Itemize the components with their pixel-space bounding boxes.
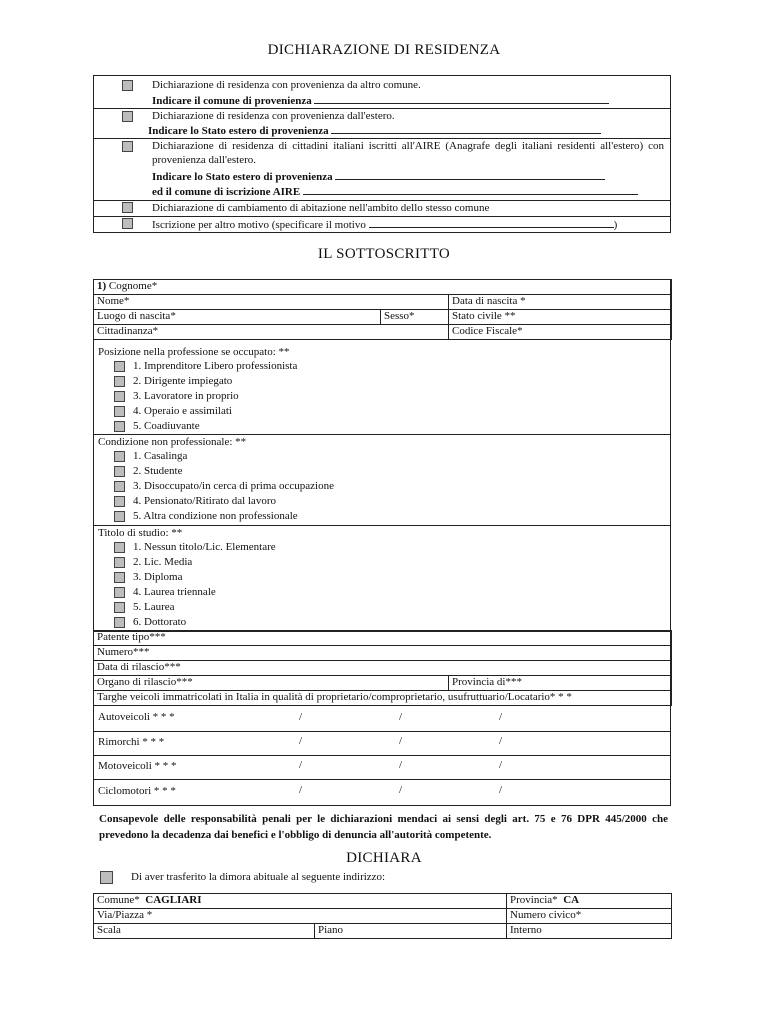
posizione-option[interactable]: [94, 419, 670, 434]
titolo-checkbox[interactable]: [114, 587, 125, 598]
option-label: 4. Laurea triennale: [133, 586, 216, 598]
titolo-section: [94, 525, 670, 632]
veicoli-heading: [94, 691, 672, 706]
type-bold-3a: Indicare lo Stato estero di provenienza: [152, 171, 333, 183]
organo-field[interactable]: [94, 676, 449, 691]
data-nascita-field[interactable]: [449, 295, 672, 310]
titolo-option[interactable]: [94, 585, 670, 600]
type-text-4: Dichiarazione di cambiamento di abitazione nell'ambito dello stesso comune: [152, 202, 490, 214]
provincia-field[interactable]: [507, 894, 672, 909]
titolo-heading: Titolo di studio: **: [98, 527, 183, 539]
patente-tipo-field[interactable]: [94, 631, 672, 646]
dimora-checkbox[interactable]: [100, 871, 113, 884]
posizione-option[interactable]: [94, 359, 670, 374]
condizione-checkbox[interactable]: [114, 466, 125, 477]
veicoli-heading-text: Targhe veicoli immatricolati in Italia in qualità di proprietario/comproprietario, usufruttuario/Locatario* * *: [97, 691, 572, 703]
posizione-section: [94, 344, 670, 435]
nome-field[interactable]: [94, 295, 449, 310]
person-box: [93, 279, 671, 806]
type-text-2: Dichiarazione di residenza con provenienza dall'estero.: [152, 110, 395, 122]
veicolo-row[interactable]: [94, 779, 670, 805]
dimora-row: [100, 868, 385, 884]
veicolo-row[interactable]: [94, 755, 670, 780]
type-text-1: Dichiarazione di residenza con provenienza da altro comune.: [152, 79, 421, 91]
condizione-option[interactable]: [94, 464, 670, 479]
posizione-checkbox[interactable]: [114, 361, 125, 372]
option-label: 3. Disoccupato/in cerca di prima occupazione: [133, 480, 334, 492]
option-label: 4. Operaio e assimilati: [133, 405, 232, 417]
veicoli-section: [94, 709, 670, 805]
cognome-field[interactable]: [94, 280, 672, 295]
codice-fiscale-field[interactable]: [449, 325, 672, 340]
stato-civile-label: Stato civile **: [452, 310, 516, 322]
option-label: 1. Nessun titolo/Lic. Elementare: [133, 541, 276, 553]
data-nascita-label: Data di nascita *: [452, 295, 526, 307]
cittadinanza-field[interactable]: [94, 325, 449, 340]
person-table: [93, 279, 672, 340]
condizione-checkbox[interactable]: [114, 511, 125, 522]
condizione-section: [94, 434, 670, 526]
option-label: 5. Coadiuvante: [133, 420, 200, 432]
option-label: 5. Altra condizione non professionale: [133, 510, 298, 522]
titolo-checkbox[interactable]: [114, 617, 125, 628]
option-label: 1. Imprenditore Libero professionista: [133, 360, 298, 372]
type-row-1: [94, 76, 670, 109]
person-number: 1): [97, 280, 107, 292]
titolo-checkbox[interactable]: [114, 602, 125, 613]
sesso-field[interactable]: [381, 310, 449, 325]
option-label: 2. Studente: [133, 465, 183, 477]
titolo-option[interactable]: [94, 540, 670, 555]
titolo-option[interactable]: [94, 570, 670, 585]
type-checkbox-5[interactable]: [122, 218, 133, 229]
dichiara-heading: DICHIARA: [346, 850, 422, 866]
titolo-checkbox[interactable]: [114, 572, 125, 583]
condizione-checkbox[interactable]: [114, 451, 125, 462]
provincia-label: Provincia*: [510, 894, 558, 906]
slash: /: [299, 784, 303, 796]
posizione-checkbox[interactable]: [114, 421, 125, 432]
slash: /: [499, 711, 503, 723]
type-row-2: [94, 108, 670, 139]
luogo-nascita-label: Luogo di nascita*: [97, 310, 176, 322]
type-checkbox-4[interactable]: [122, 202, 133, 213]
titolo-option[interactable]: [94, 615, 670, 630]
option-label: 3. Diploma: [133, 571, 183, 583]
type-row-5: [94, 216, 670, 232]
option-label: 1. Casalinga: [133, 450, 188, 462]
piano-field[interactable]: [315, 924, 507, 939]
option-label: 3. Lavoratore in proprio: [133, 390, 239, 402]
slash: /: [399, 759, 403, 771]
comune-label: Comune*: [97, 894, 140, 906]
type-row-3: [94, 138, 670, 201]
comune-value: CAGLIARI: [145, 894, 202, 906]
type-bold-3b: ed il comune di iscrizione AIRE: [152, 186, 301, 198]
cognome-label: Cognome*: [108, 280, 158, 292]
slash: /: [499, 784, 503, 796]
slash: /: [299, 735, 303, 747]
posizione-checkbox[interactable]: [114, 376, 125, 387]
titolo-option[interactable]: [94, 600, 670, 615]
provincia-value: CA: [563, 894, 580, 906]
patente-table: [93, 630, 672, 706]
titolo-option[interactable]: [94, 555, 670, 570]
subtitle: IL SOTTOSCRITTO: [317, 246, 451, 262]
slash: /: [399, 735, 403, 747]
via-label: Via/Piazza *: [97, 909, 153, 921]
veicolo-row[interactable]: [94, 709, 670, 732]
veicolo-label: Rimorchi * * *: [98, 736, 165, 748]
option-label: 6. Dottorato: [133, 616, 187, 628]
disclaimer: Consapevole delle responsabilità penali per le dichiarazioni mendaci ai sensi degli art. 75 e 76 DPR 445/2000 che prevedono la decadenza dai benefici e l'obbligo di denuncia all'autorità competente.: [99, 813, 668, 841]
comune-field[interactable]: [94, 894, 507, 909]
type-checkbox-2[interactable]: [122, 111, 133, 122]
type-field-2[interactable]: [331, 123, 601, 134]
interno-label: Interno: [510, 924, 542, 936]
veicolo-row[interactable]: [94, 731, 670, 756]
condizione-option[interactable]: [94, 479, 670, 494]
slash: /: [399, 784, 403, 796]
type-field-3a[interactable]: [335, 169, 605, 180]
data-rilascio-field[interactable]: [94, 661, 672, 676]
slash: /: [299, 759, 303, 771]
type-field-3b[interactable]: [303, 184, 638, 195]
interno-field[interactable]: [507, 924, 672, 939]
condizione-heading: Condizione non professionale: **: [98, 436, 247, 448]
condizione-option[interactable]: [94, 494, 670, 509]
type-text-5: Iscrizione per altro motivo (specificare il motivo: [152, 219, 366, 231]
organo-label: Organo di rilascio***: [97, 676, 193, 688]
declaration-type-box: [93, 75, 671, 233]
slash: /: [399, 711, 403, 723]
numero-label: Numero***: [97, 646, 150, 658]
via-field[interactable]: [94, 909, 507, 924]
slash: /: [299, 711, 303, 723]
scala-field[interactable]: [94, 924, 315, 939]
numero-civico-label: Numero civico*: [510, 909, 582, 921]
titolo-checkbox[interactable]: [114, 557, 125, 568]
page-title: DICHIARAZIONE DI RESIDENZA: [267, 42, 501, 58]
provincia-rilascio-field[interactable]: [449, 676, 672, 691]
patente-tipo-label: Patente tipo***: [97, 631, 166, 643]
option-label: 5. Laurea: [133, 601, 175, 613]
numero-civico-field[interactable]: [507, 909, 672, 924]
data-rilascio-label: Data di rilascio***: [97, 661, 181, 673]
type-field-1[interactable]: [314, 93, 609, 104]
type-bold-1: Indicare il comune di provenienza: [152, 95, 312, 107]
type-text-3: Dichiarazione di residenza di cittadini italiani iscritti all'AIRE (Anagrafe degli italiani residenti all'estero) con provenienza dall'estero.: [152, 140, 664, 166]
posizione-option[interactable]: [94, 404, 670, 419]
posizione-option[interactable]: [94, 389, 670, 404]
posizione-checkbox[interactable]: [114, 406, 125, 417]
option-label: 4. Pensionato/Ritirato dal lavoro: [133, 495, 276, 507]
condizione-option[interactable]: [94, 449, 670, 464]
veicolo-label: Motoveicoli * * *: [98, 760, 177, 772]
option-label: 2. Lic. Media: [133, 556, 193, 568]
posizione-option[interactable]: [94, 374, 670, 389]
type-close-5: ): [613, 219, 618, 231]
codice-fiscale-label: Codice Fiscale*: [452, 325, 523, 337]
stato-civile-field[interactable]: [449, 310, 672, 325]
condizione-checkbox[interactable]: [114, 496, 125, 507]
posizione-heading: Posizione nella professione se occupato: **: [98, 346, 290, 358]
slash: /: [499, 735, 503, 747]
type-bold-2: Indicare lo Stato estero di provenienza: [148, 125, 329, 137]
type-row-4: [94, 200, 670, 217]
numero-field[interactable]: [94, 646, 672, 661]
nome-label: Nome*: [97, 295, 130, 307]
cittadinanza-label: Cittadinanza*: [97, 325, 159, 337]
address-table: [93, 893, 672, 939]
scala-label: Scala: [97, 924, 121, 936]
posizione-checkbox[interactable]: [114, 391, 125, 402]
type-checkbox-1[interactable]: [122, 80, 133, 91]
provincia-rilascio-label: Provincia di***: [452, 676, 522, 688]
dimora-text: Di aver trasferito la dimora abituale al seguente indirizzo:: [131, 871, 386, 884]
type-field-5[interactable]: [369, 217, 614, 228]
veicolo-label: Autoveicoli * * *: [98, 711, 175, 723]
type-checkbox-3[interactable]: [122, 141, 133, 152]
veicolo-label: Ciclomotori * * *: [98, 785, 176, 797]
titolo-checkbox[interactable]: [114, 542, 125, 553]
sesso-label: Sesso*: [384, 310, 415, 322]
slash: /: [499, 759, 503, 771]
condizione-option[interactable]: [94, 509, 670, 524]
condizione-checkbox[interactable]: [114, 481, 125, 492]
piano-label: Piano: [318, 924, 344, 936]
luogo-nascita-field[interactable]: [94, 310, 381, 325]
option-label: 2. Dirigente impiegato: [133, 375, 233, 387]
